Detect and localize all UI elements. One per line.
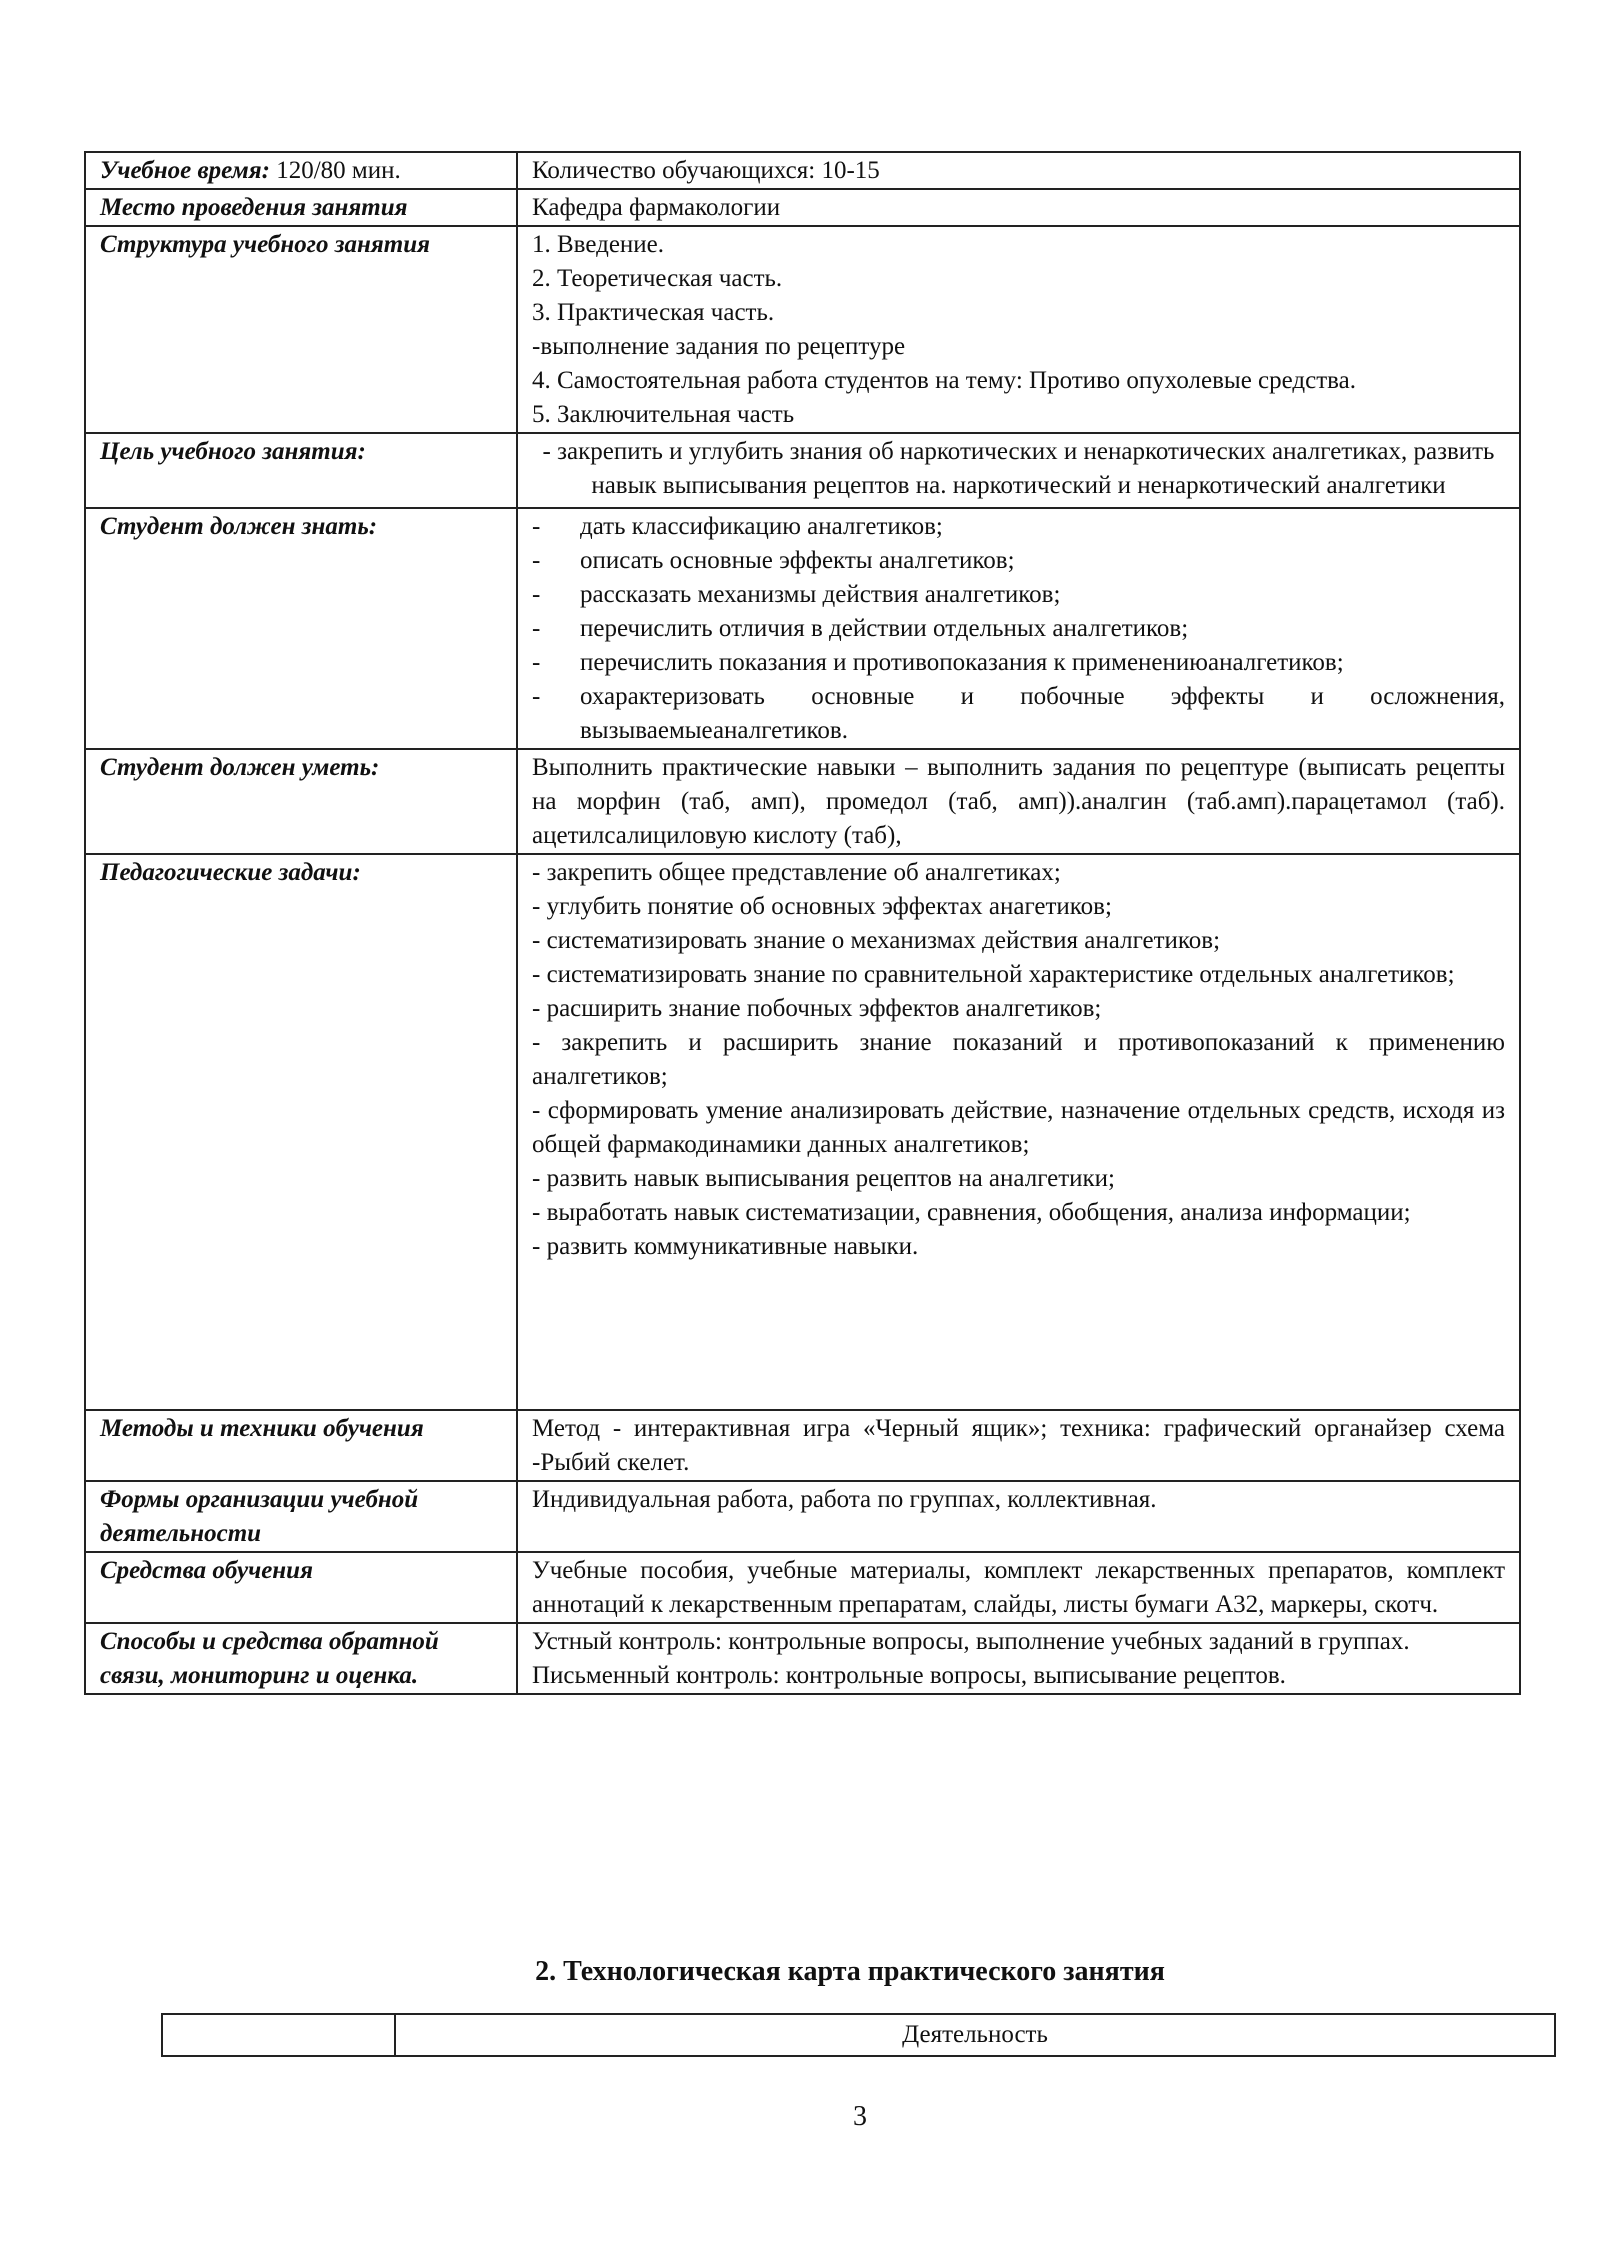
list-item: - охарактеризовать основные и побочные эффекты и осложнения, вызываемыеаналгетиков. xyxy=(532,683,1505,744)
feedback-line: Устный контроль: контрольные вопросы, выполнение учебных заданий в группах. xyxy=(532,1628,1410,1655)
task-line: - развить навык выписывания рецептов на аналгетики; xyxy=(532,1165,1115,1192)
structure-line: 2. Теоретическая часть. xyxy=(532,265,783,292)
table-row xyxy=(85,152,1520,189)
row-label: Методы и техники обучения xyxy=(85,1410,517,1481)
list-item: - перечислить отличия в действии отдельных аналгетиков; xyxy=(532,615,1189,642)
row-label: Формы организации учебной деятельности xyxy=(85,1481,517,1552)
task-line: - расширить знание побочных эффектов аналгетиков; xyxy=(532,995,1102,1022)
table-row xyxy=(85,1481,1520,1552)
table-row xyxy=(85,1552,1520,1623)
row-label: Студент должен знать: xyxy=(85,508,517,749)
label-value: 120/80 мин. xyxy=(269,157,401,184)
label-text: Учебное время: xyxy=(100,157,270,184)
row-value xyxy=(517,854,1520,1410)
section-title: 2. Технологическая карта практического занятия xyxy=(535,1956,1165,1987)
task-line: - закрепить общее представление об аналгетиках; xyxy=(532,859,1061,886)
task-line: - систематизировать знание о механизмах действия аналгетиков; xyxy=(532,927,1221,954)
list-item: - перечислить показания и противопоказания к применениюаналгетиков; xyxy=(532,649,1344,676)
table-header-cell: Деятельность xyxy=(395,2014,1555,2056)
task-line: - развить коммуникативные навыки. xyxy=(532,1233,919,1260)
row-label: Цель учебного занятия: xyxy=(85,433,517,508)
structure-line: 1. Введение. xyxy=(532,231,665,258)
row-value xyxy=(517,508,1520,749)
row-label: Студент должен уметь: xyxy=(85,749,517,854)
row-label: Место проведения занятия xyxy=(85,189,517,226)
table-row xyxy=(85,1623,1520,1694)
table-row xyxy=(85,854,1520,1410)
table-row xyxy=(85,189,1520,226)
row-value: Метод - интерактивная игра «Черный ящик»; техника: графический органайзер схема -Рыбий скелет. xyxy=(517,1410,1520,1481)
row-value xyxy=(517,226,1520,433)
table-row xyxy=(85,433,1520,508)
structure-line: 3. Практическая часть. xyxy=(532,299,775,326)
row-label: Средства обучения xyxy=(85,1552,517,1623)
tech-map-table xyxy=(161,2013,1556,2057)
structure-line: 4. Самостоятельная работа студентов на тему: Противо опухолевые средства. xyxy=(532,367,1356,394)
row-label: Структура учебного занятия xyxy=(85,226,517,433)
row-label xyxy=(85,152,517,189)
page-number: 3 xyxy=(853,2101,867,2132)
lesson-info-table xyxy=(84,151,1521,1695)
list-item: - рассказать механизмы действия аналгетиков; xyxy=(532,581,1061,608)
structure-line: 5. Заключительная часть xyxy=(532,401,795,428)
task-line: - сформировать умение анализировать действие, назначение отдельных средств, исходя из общей фармакодинамики данных аналгетиков; xyxy=(532,1097,1505,1158)
table-row xyxy=(85,226,1520,433)
row-label: Способы и средства обратной связи, мониторинг и оценка. xyxy=(85,1623,517,1694)
task-line: - углубить понятие об основных эффектах анагетиков; xyxy=(532,893,1112,920)
row-label: Педагогические задачи: xyxy=(85,854,517,1410)
row-value xyxy=(517,1623,1520,1694)
task-line: - закрепить и расширить знание показаний и противопоказаний к применению аналгетиков; xyxy=(532,1029,1505,1090)
row-value: Выполнить практические навыки – выполнить задания по рецептуре (выписать рецепты на морфин (таб, амп), промедол (таб, амп)).аналгин (таб.амп).парацетамол (таб). ацетилсалициловую кислоту (таб), xyxy=(517,749,1520,854)
task-line: - систематизировать знание по сравнительной характеристике отдельных аналгетиков; xyxy=(532,961,1455,988)
row-value: Количество обучающихся: 10-15 xyxy=(517,152,1520,189)
row-value: - закрепить и углубить знания об наркотических и ненаркотических аналгетиках, развить навык выписывания рецептов на. наркотический и ненаркотический аналгетики xyxy=(517,433,1520,508)
table-cell xyxy=(162,2014,395,2056)
row-value: Учебные пособия, учебные материалы, комплект лекарственных препаратов, комплект аннотаций к лекарственным препаратам, слайды, листы бумаги А32, маркеры, скотч. xyxy=(517,1552,1520,1623)
table-row xyxy=(85,749,1520,854)
feedback-line: Письменный контроль: контрольные вопросы, выписывание рецептов. xyxy=(532,1662,1286,1689)
structure-line: -выполнение задания по рецептуре xyxy=(532,333,906,360)
task-line: - выработать навык систематизации, сравнения, обобщения, анализа информации; xyxy=(532,1199,1411,1226)
list-item: - дать классификацию аналгетиков; xyxy=(532,513,943,540)
table-row xyxy=(162,2014,1555,2056)
table-row xyxy=(85,1410,1520,1481)
row-value: Кафедра фармакологии xyxy=(517,189,1520,226)
table-row xyxy=(85,508,1520,749)
row-value: Индивидуальная работа, работа по группах, коллективная. xyxy=(517,1481,1520,1552)
list-item: - описать основные эффекты аналгетиков; xyxy=(532,547,1015,574)
